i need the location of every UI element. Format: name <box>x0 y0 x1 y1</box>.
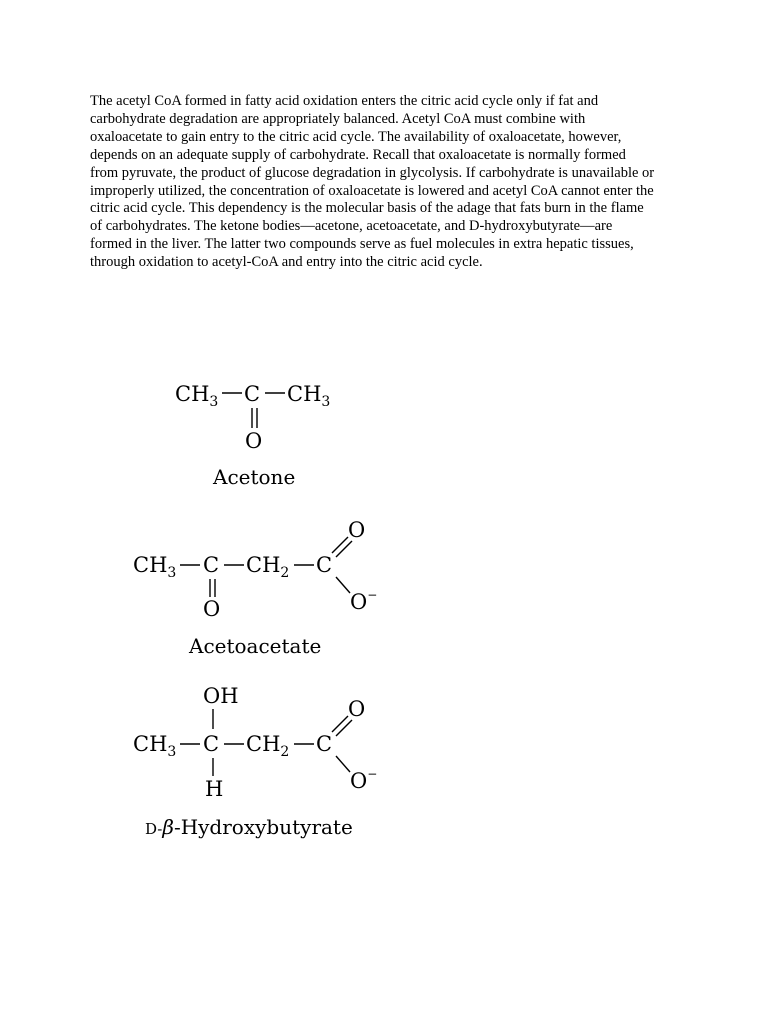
hydroxybutyrate-c1: C <box>203 732 220 756</box>
acetone-ch3-right: $CH_3$ <box>287 382 331 410</box>
acetoacetate-single-bond-o <box>336 577 350 593</box>
acetoacetate-o-keto: O <box>203 597 221 621</box>
acetone-label: Acetone <box>213 465 296 489</box>
paragraph-line: depends on an adequate supply of carbohydrate. Recall that oxaloacetate is normally formed <box>90 146 626 163</box>
hydroxybutyrate-structure <box>133 684 377 839</box>
acetoacetate-carbonyl-bond-b <box>336 541 352 557</box>
hydroxybutyrate-carbonyl-bond-b <box>336 720 352 736</box>
hydroxybutyrate-carbonyl-bond-a <box>332 716 348 732</box>
acetone-ch3-left: $CH_3$ <box>175 382 219 410</box>
acetoacetate-carbonyl-bond-a <box>332 537 348 553</box>
hydroxybutyrate-c2: C <box>316 732 333 756</box>
paragraph-line: from pyruvate, the product of glucose degradation in glycolysis. If carbohydrate is unavailable or <box>90 164 655 181</box>
acetoacetate-o-carbonyl: O <box>348 518 366 542</box>
hydroxybutyrate-oh: OH <box>203 684 239 708</box>
paragraph-line: of carbohydrates. The ketone bodies—acetone, acetoacetate, and D-hydroxybutyrate—are <box>90 218 613 235</box>
acetoacetate-c1: C <box>203 553 220 577</box>
acetoacetate-label: Acetoacetate <box>189 634 322 658</box>
acetoacetate-structure <box>133 518 377 658</box>
acetoacetate-ch2: $CH_2$ <box>246 553 290 581</box>
hydroxybutyrate-label: D-β-Hydroxybutyrate <box>145 815 353 839</box>
hydroxybutyrate-single-bond-o <box>336 756 350 772</box>
paragraph-line: oxaloacetate to gain entry to the citric acid cycle. The availability of oxaloacetate, however, <box>90 128 622 145</box>
hydroxybutyrate-o-carbonyl: O <box>348 697 366 721</box>
hydroxybutyrate-h: H <box>205 777 224 801</box>
hydroxybutyrate-ch3: $CH_3$ <box>133 732 177 760</box>
hydroxybutyrate-ch2: $CH_2$ <box>246 732 290 760</box>
acetoacetate-o-anion: O− <box>350 588 378 614</box>
acetoacetate-c2: C <box>316 553 333 577</box>
paragraph-line: carbohydrate degradation are appropriately balanced. Acetyl CoA must combine with <box>90 110 586 127</box>
acetone-c: C <box>244 382 261 406</box>
paragraph-line: through oxidation to acetyl-CoA and entry into the citric acid cycle. <box>90 254 483 271</box>
paragraph-line: citric acid cycle. This dependency is the molecular basis of the adage that fats burn in the flame <box>90 200 644 217</box>
acetone-o: O <box>245 429 263 453</box>
acetone-structure <box>175 382 330 489</box>
paragraph-line: The acetyl CoA formed in fatty acid oxidation enters the citric acid cycle only if fat and <box>90 93 599 109</box>
acetoacetate-ch3: $CH_3$ <box>133 553 177 581</box>
paragraph-line: improperly utilized, the concentration of oxaloacetate is lowered and acetyl CoA cannot enter the <box>90 182 654 199</box>
paragraph-line: formed in the liver. The latter two compounds serve as fuel molecules in extra hepatic tissues, <box>90 236 634 253</box>
hydroxybutyrate-o-anion: O− <box>350 767 378 793</box>
